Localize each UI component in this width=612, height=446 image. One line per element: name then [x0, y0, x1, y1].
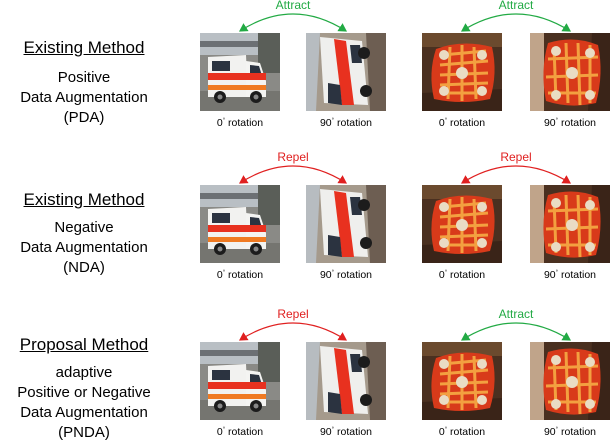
rotation-degrees: 0 — [438, 117, 445, 129]
degree-symbol: ° — [555, 270, 559, 276]
method-description-line: Positive — [57, 69, 111, 86]
rotation-degrees: 90 — [543, 269, 556, 281]
repel-arc — [240, 323, 346, 340]
ambulance-image — [200, 33, 280, 111]
method-title: Existing Method — [23, 190, 145, 209]
ambulance-image — [200, 185, 280, 263]
rotation-word: rotation — [225, 117, 264, 129]
attract-label: Attract — [498, 0, 534, 12]
pillow-rotated-image — [530, 342, 610, 420]
degree-symbol: ° — [555, 427, 559, 433]
rotation-degrees: 90 — [543, 426, 556, 438]
rotation-degrees: 90 — [319, 426, 332, 438]
method-description-line: Positive or Negative — [17, 384, 151, 401]
rotation-caption — [422, 117, 502, 129]
rotation-word: rotation — [225, 426, 264, 438]
rotation-caption — [200, 426, 280, 438]
method-description — [0, 68, 168, 128]
rotation-caption — [422, 426, 502, 438]
rotation-word: rotation — [447, 117, 486, 129]
rotation-caption — [530, 117, 610, 129]
degree-symbol: ° — [222, 118, 226, 124]
rotation-word: rotation — [447, 269, 486, 281]
method-description-line: Data Augmentation — [20, 404, 148, 421]
pillow-image — [422, 342, 502, 420]
method-description-line: Negative — [54, 219, 114, 236]
rotation-word: rotation — [558, 426, 597, 438]
rotation-degrees: 90 — [319, 269, 332, 281]
method-description-line: (PNDA) — [58, 424, 110, 441]
ambulance-rotated-image — [306, 33, 386, 111]
rotation-caption — [306, 117, 386, 129]
rotation-word: rotation — [225, 269, 264, 281]
degree-symbol: ° — [444, 270, 448, 276]
rotation-caption — [200, 117, 280, 129]
pillow-image — [422, 185, 502, 263]
degree-symbol: ° — [222, 427, 226, 433]
rotation-caption — [306, 426, 386, 438]
pillow-rotated-image — [530, 185, 610, 263]
rotation-caption — [306, 269, 386, 281]
rotation-word: rotation — [558, 117, 597, 129]
ambulance-rotated-image — [306, 342, 386, 420]
degree-symbol: ° — [331, 270, 335, 276]
attract-arc — [240, 14, 346, 31]
method-description-line: (NDA) — [63, 259, 105, 276]
degree-symbol: ° — [444, 118, 448, 124]
degree-symbol: ° — [222, 270, 226, 276]
attract-label: Attract — [498, 307, 534, 321]
ambulance-rotated-image — [306, 185, 386, 263]
pillow-image — [422, 33, 502, 111]
rotation-caption — [530, 269, 610, 281]
repel-arc — [462, 166, 570, 183]
rotation-word: rotation — [334, 426, 373, 438]
repel-label: Repel — [277, 307, 309, 321]
rotation-degrees: 90 — [543, 117, 556, 129]
rotation-word: rotation — [447, 426, 486, 438]
attract-arc — [462, 323, 570, 340]
rotation-word: rotation — [558, 269, 597, 281]
rotation-degrees: 90 — [319, 117, 332, 129]
rotation-caption — [200, 269, 280, 281]
rotation-caption — [530, 426, 610, 438]
ambulance-image — [200, 342, 280, 420]
rotation-degrees: 0 — [216, 269, 223, 281]
rotation-caption — [422, 269, 502, 281]
rotation-word: rotation — [334, 269, 373, 281]
method-title: Existing Method — [23, 38, 145, 57]
method-description-line: Data Augmentation — [20, 239, 148, 256]
repel-label: Repel — [500, 150, 532, 164]
method-description — [0, 218, 168, 278]
pillow-rotated-image — [530, 33, 610, 111]
degree-symbol: ° — [555, 118, 559, 124]
degree-symbol: ° — [331, 427, 335, 433]
method-description-line: (PDA) — [63, 109, 105, 126]
repel-label: Repel — [277, 150, 309, 164]
attract-arc — [462, 14, 570, 31]
rotation-degrees: 0 — [216, 117, 223, 129]
degree-symbol: ° — [331, 118, 335, 124]
method-description-line: adaptive — [55, 364, 113, 381]
rotation-degrees: 0 — [438, 426, 445, 438]
method-description-line: Data Augmentation — [20, 89, 148, 106]
method-description — [0, 363, 168, 443]
rotation-degrees: 0 — [216, 426, 223, 438]
method-title: Proposal Method — [19, 335, 149, 354]
rotation-degrees: 0 — [438, 269, 445, 281]
rotation-word: rotation — [334, 117, 373, 129]
degree-symbol: ° — [444, 427, 448, 433]
repel-arc — [240, 166, 346, 183]
attract-label: Attract — [275, 0, 311, 12]
